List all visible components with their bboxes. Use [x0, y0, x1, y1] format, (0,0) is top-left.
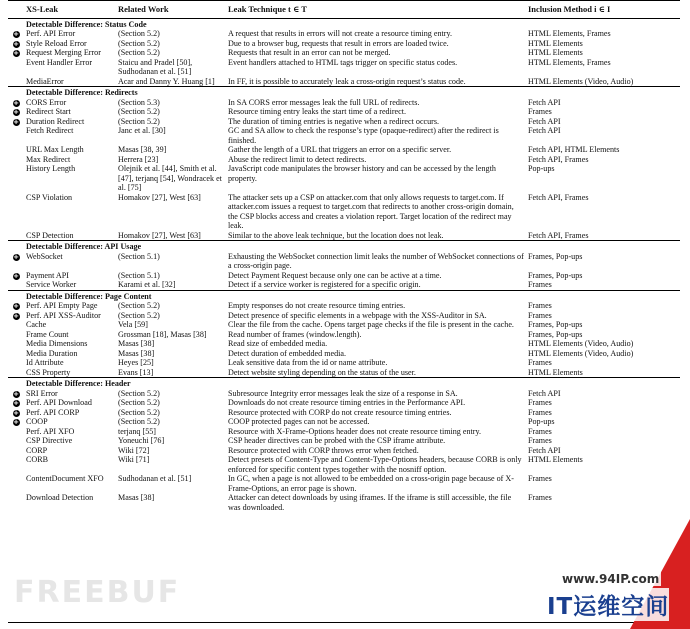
section-mark — [8, 378, 24, 389]
section-mark — [8, 87, 24, 98]
leak-technique-cell: Event handlers attached to HTML tags trigger on specific status codes. — [228, 57, 458, 67]
related-work-cell: (Section 5.2) — [118, 48, 160, 57]
related-work-cell: Wiki [72] — [118, 445, 150, 455]
inclusion-method-cell: Fetch API — [528, 116, 561, 126]
new-leak-mark-cell — [8, 417, 24, 427]
new-leak-mark-cell — [8, 271, 24, 281]
leak-technique-cell: JavaScript code manipulates the browser history and can be accessed by the length property. — [228, 164, 496, 183]
new-leak-mark-cell — [8, 446, 24, 456]
section-title: Detectable Difference: Redirects — [24, 87, 680, 98]
leak-technique-cell: Read number of frames (window.length). — [228, 329, 362, 339]
plus-circle-icon: + — [13, 252, 19, 261]
inclusion-method-cell: Fetch API, Frames — [528, 154, 589, 164]
new-leak-mark-cell — [8, 474, 24, 493]
new-leak-mark-cell — [8, 39, 24, 49]
inclusion-method-cell: Frames, Pop-ups — [528, 251, 583, 261]
inclusion-method-cell: Fetch API — [528, 388, 561, 398]
related-work-cell: (Section 5.1) — [118, 251, 160, 261]
related-work-cell: Masas [38, 39] — [118, 145, 167, 154]
leak-technique-cell: Exhausting the WebSocket connection limit leaks the number of WebSocket connections of a cross-origin page. — [228, 251, 524, 270]
bottom-rule — [8, 622, 680, 623]
leak-name-cell: Cache — [26, 320, 47, 329]
table-row — [8, 117, 680, 127]
new-leak-mark-cell — [8, 164, 24, 193]
leak-technique-cell: Read size of embedded media. — [228, 339, 328, 348]
leak-name-cell: Frame Count — [26, 329, 69, 339]
inclusion-method-cell: HTML Elements — [528, 455, 583, 464]
leak-name-cell: Request Merging Error — [26, 48, 101, 57]
related-work-cell: (Section 5.2) — [118, 301, 160, 310]
table-row — [8, 252, 680, 271]
related-work-cell: Staicu and Pradel [50], Sudhodanan et al. [51] — [118, 57, 193, 76]
new-leak-mark-cell — [8, 77, 24, 87]
leak-name-cell: CORS Error — [26, 97, 67, 107]
leak-name-cell: ContentDocument XFO — [26, 474, 104, 483]
table-row — [8, 417, 680, 427]
new-leak-mark-cell — [8, 320, 24, 330]
section-title: Detectable Difference: Page Content — [24, 290, 680, 301]
plus-circle-icon: + — [13, 408, 19, 417]
leak-name-cell: Id Attribute — [26, 358, 64, 367]
plus-circle-icon: + — [13, 98, 19, 107]
leak-technique-cell: Empty responses do not create resource timing entries. — [228, 301, 406, 310]
leak-technique-cell: Downloads do not create resource timing entries in the Performance API. — [228, 398, 466, 407]
plus-circle-icon: + — [13, 30, 19, 38]
table-row — [8, 398, 680, 408]
leak-name-cell: CORP — [26, 445, 48, 455]
new-leak-mark-cell — [8, 301, 24, 311]
related-work-cell: (Section 5.2) — [118, 388, 160, 398]
section-header — [8, 87, 680, 98]
new-leak-mark-cell — [8, 231, 24, 241]
plus-circle-icon: + — [13, 311, 19, 320]
related-work-cell: Masas [38] — [118, 493, 155, 502]
related-work-cell: Wiki [71] — [118, 455, 150, 464]
related-work-cell: (Section 5.2) — [118, 310, 160, 320]
new-leak-mark-cell — [8, 455, 24, 474]
related-work-cell: Acar and Danny Y. Huang [1] — [118, 76, 215, 86]
table-row — [8, 29, 680, 39]
leak-technique-cell: Abuse the redirect limit to detect redirects. — [228, 154, 367, 164]
section-title: Detectable Difference: API Usage — [24, 241, 680, 252]
related-work-cell: (Section 5.2) — [118, 38, 160, 48]
new-leak-mark-cell — [8, 427, 24, 437]
leak-technique-cell: Leak sensitive data from the id or name attribute. — [228, 358, 388, 367]
inclusion-method-cell: Frames — [528, 107, 552, 116]
leak-technique-cell: In GC, when a page is not allowed to be embedded on a cross-origin page because of X-Frame-Options, an error page is shown. — [228, 474, 514, 493]
leak-technique-cell: Detect website styling depending on the status of the user. — [228, 367, 416, 377]
inclusion-method-cell: Frames — [528, 426, 552, 436]
related-work-cell: (Section 5.2) — [118, 398, 160, 407]
related-work-cell: Homakov [27], West [63] — [118, 192, 201, 202]
section-title: Detectable Difference: Header — [24, 378, 680, 389]
inclusion-method-cell: Frames — [528, 398, 552, 407]
inclusion-method-cell: Frames — [528, 280, 552, 289]
related-work-cell: (Section 5.3) — [118, 97, 160, 107]
leak-technique-cell: Resource with X-Frame-Options header does not create resource timing entry. — [228, 426, 481, 436]
leak-technique-cell: Requests that result in an error can not be merged. — [228, 48, 391, 57]
inclusion-method-cell: HTML Elements (Video, Audio) — [528, 348, 634, 358]
leak-name-cell: Fetch Redirect — [26, 126, 74, 135]
new-leak-mark-cell — [8, 408, 24, 418]
leak-technique-cell: GC and SA allow to check the response’s type (opaque-redirect) after the redirect is finished. — [228, 126, 499, 145]
leak-name-cell: MediaError — [26, 76, 64, 86]
related-work-cell: (Section 5.2) — [118, 407, 160, 417]
related-work-cell: terjanq [55] — [118, 426, 156, 436]
inclusion-method-cell: Fetch API — [528, 97, 561, 107]
section-header — [8, 18, 680, 29]
new-leak-mark-cell — [8, 145, 24, 155]
related-work-cell: (Section 5.2) — [118, 417, 160, 426]
plus-circle-icon: + — [13, 39, 19, 48]
leak-name-cell: Payment API — [26, 270, 69, 280]
table-row — [8, 474, 680, 493]
table-row — [8, 231, 680, 241]
new-leak-mark-cell — [8, 98, 24, 108]
leak-technique-cell: CSP header directives can be probed with the CSP iframe attribute. — [228, 436, 446, 445]
leak-name-cell: SRI Error — [26, 388, 58, 398]
leak-technique-cell: Detect Payment Request because only one can be active at a time. — [228, 270, 442, 280]
leak-name-cell: CSP Directive — [26, 436, 73, 445]
new-leak-mark-cell — [8, 311, 24, 321]
leak-name-cell: Download Detection — [26, 493, 94, 502]
section-mark — [8, 290, 24, 301]
new-leak-mark-cell — [8, 107, 24, 117]
table-row — [8, 320, 680, 330]
new-leak-mark-cell — [8, 117, 24, 127]
leak-name-cell: Media Dimensions — [26, 339, 88, 348]
inclusion-method-cell: Fetch API — [528, 126, 561, 135]
table-row — [8, 446, 680, 456]
new-leak-mark-cell — [8, 436, 24, 446]
table-row — [8, 301, 680, 311]
inclusion-method-cell: Pop-ups — [528, 164, 555, 173]
table-row — [8, 193, 680, 231]
leak-name-cell: Media Duration — [26, 348, 78, 358]
related-work-cell: Sudhodanan et al. [51] — [118, 474, 192, 483]
leak-technique-cell: In SA CORS error messages leak the full URL of redirects. — [228, 97, 420, 107]
table-header-row — [8, 1, 680, 19]
related-work-cell: Yoneuchi [76] — [118, 436, 165, 445]
section-title: Detectable Difference: Status Code — [24, 18, 680, 29]
inclusion-method-cell: HTML Elements (Video, Audio) — [528, 339, 634, 348]
inclusion-method-cell: Frames — [528, 407, 552, 417]
leak-name-cell: Redirect Start — [26, 107, 71, 116]
watermark-freebuf: FREEBUF — [14, 575, 181, 610]
section-header — [8, 241, 680, 252]
new-leak-mark-cell — [8, 126, 24, 145]
new-leak-mark-cell — [8, 358, 24, 368]
new-leak-mark-cell — [8, 48, 24, 58]
plus-circle-icon: + — [13, 389, 19, 398]
leak-name-cell: Perf. API XSS-Auditor — [26, 310, 101, 320]
leak-name-cell: CSP Detection — [26, 230, 74, 240]
plus-circle-icon: + — [13, 399, 19, 407]
leak-technique-cell: A request that results in errors will not create a resource timing entry. — [228, 29, 453, 38]
inclusion-method-cell: HTML Elements — [528, 48, 583, 57]
leak-technique-cell: COOP protected pages can not be accessed. — [228, 417, 370, 426]
new-leak-mark-cell — [8, 389, 24, 399]
related-work-cell: (Section 5.2) — [118, 107, 160, 116]
leak-technique-cell: In FF, it is possible to accurately leak a cross-origin request’s status code. — [228, 76, 466, 86]
section-mark — [8, 241, 24, 252]
inclusion-method-cell: Frames, Pop-ups — [528, 320, 583, 329]
new-leak-mark-cell — [8, 155, 24, 165]
leak-technique-cell: Resource protected with CORP do not create resource timing entries. — [228, 407, 452, 417]
table-row — [8, 493, 680, 512]
table-row — [8, 330, 680, 340]
plus-circle-icon: + — [13, 117, 19, 126]
leak-name-cell: CSS Property — [26, 367, 71, 377]
inclusion-method-cell: Frames, Pop-ups — [528, 270, 583, 280]
leak-name-cell: WebSocket — [26, 251, 63, 261]
new-leak-mark-cell — [8, 252, 24, 271]
table-row — [8, 349, 680, 359]
inclusion-method-cell: Frames, Pop-ups — [528, 329, 583, 339]
leak-technique-cell: The attacker sets up a CSP on attacker.com that only allows requests to target.com. If attacker.com issues a request to target.com that redirects to another cross-origin domain, the CSP blocks access and creates a violation report. Target location of the redirect may leak. — [228, 192, 514, 230]
related-work-cell: (Section 5.2) — [118, 116, 160, 126]
leak-technique-cell: Similar to the above leak technique, but the location does not leak. — [228, 230, 444, 240]
inclusion-method-cell: Frames — [528, 358, 552, 367]
header-mark — [8, 1, 24, 19]
section-header — [8, 378, 680, 389]
leak-name-cell: URL Max Length — [26, 145, 84, 154]
leak-name-cell: Max Redirect — [26, 154, 71, 164]
table-row — [8, 358, 680, 368]
new-leak-mark-cell — [8, 493, 24, 512]
plus-circle-icon: + — [13, 108, 19, 116]
new-leak-mark-cell — [8, 349, 24, 359]
leak-technique-cell: The duration of timing entries is negative when a redirect occurs. — [228, 116, 440, 126]
leak-name-cell: Event Handler Error — [26, 57, 93, 67]
leak-technique-cell: Due to a browser bug, requests that result in errors are loaded twice. — [228, 38, 449, 48]
inclusion-method-cell: HTML Elements (Video, Audio) — [528, 76, 634, 86]
related-work-cell: Karami et al. [32] — [118, 280, 176, 289]
table-row — [8, 107, 680, 117]
leak-technique-cell: Attacker can detect downloads by using iframes. If the iframe is still accessible, the file was downloaded. — [228, 493, 512, 512]
leak-name-cell: Perf. API Download — [26, 398, 92, 407]
table-row — [8, 271, 680, 281]
plus-circle-icon: + — [13, 302, 19, 310]
table-row — [8, 48, 680, 58]
leak-technique-cell: Subresource Integrity error messages leak the size of a response in SA. — [228, 388, 458, 398]
table-row — [8, 58, 680, 77]
related-work-cell: Masas [38] — [118, 348, 155, 358]
table-row — [8, 427, 680, 437]
new-leak-mark-cell — [8, 339, 24, 349]
leak-name-cell: History Length — [26, 164, 76, 173]
inclusion-method-cell: Frames — [528, 436, 552, 445]
table-row — [8, 408, 680, 418]
inclusion-method-cell: HTML Elements — [528, 367, 583, 377]
leak-technique-cell: Clear the file from the cache. Opens target page checks if the file is present in the cache. — [228, 320, 514, 329]
related-work-cell: Grossman [18], Masas [38] — [118, 329, 207, 339]
leak-technique-cell: Resource protected with CORP throws error when fetched. — [228, 445, 419, 455]
related-work-cell: (Section 5.1) — [118, 270, 160, 280]
related-work-cell: Heyes [25] — [118, 358, 154, 367]
leak-technique-cell: Resource timing entry leaks the start time of a redirect. — [228, 107, 406, 116]
related-work-cell: Masas [38] — [118, 339, 155, 348]
header-leak-technique: Leak Technique t ∈ T — [226, 1, 526, 19]
table-row — [8, 145, 680, 155]
related-work-cell: Janc et al. [30] — [118, 126, 166, 135]
inclusion-method-cell: Fetch API, Frames — [528, 192, 589, 202]
leak-name-cell: CSP Violation — [26, 192, 73, 202]
new-leak-mark-cell — [8, 368, 24, 378]
new-leak-mark-cell — [8, 398, 24, 408]
leak-name-cell: Perf. API CORP — [26, 407, 80, 417]
table-row — [8, 39, 680, 49]
related-work-cell: Olejnik et al. [44], Smith et al. [47], terjanq [54], Wondracek et al. [75] — [118, 164, 222, 192]
leak-technique-cell: Detect presets of Content-Type and Content-Type-Options headers, because CORB is only enforced for specific content types together with the nosniff option. — [228, 455, 522, 474]
table-row — [8, 389, 680, 399]
new-leak-mark-cell — [8, 58, 24, 77]
leak-name-cell: Perf. API XFO — [26, 426, 75, 436]
section-header — [8, 290, 680, 301]
plus-circle-icon: + — [13, 49, 19, 57]
table-row — [8, 311, 680, 321]
related-work-cell: (Section 5.2) — [118, 29, 160, 38]
inclusion-method-cell: Frames — [528, 493, 552, 502]
table-row — [8, 164, 680, 193]
xs-leak-table — [8, 0, 680, 512]
inclusion-method-cell: Frames — [528, 301, 552, 310]
new-leak-mark-cell — [8, 29, 24, 39]
section-mark — [8, 18, 24, 29]
leak-name-cell: Duration Redirect — [26, 116, 85, 126]
table-row — [8, 77, 680, 87]
inclusion-method-cell: Pop-ups — [528, 417, 555, 426]
table-row — [8, 455, 680, 474]
table-row — [8, 155, 680, 165]
header-xs-leak: XS-Leak — [24, 1, 116, 19]
inclusion-method-cell: Fetch API, Frames — [528, 230, 589, 240]
leak-name-cell: Perf. API Error — [26, 29, 76, 38]
table-row — [8, 368, 680, 378]
inclusion-method-cell: HTML Elements, Frames — [528, 29, 611, 38]
leak-name-cell: Perf. API Empty Page — [26, 301, 98, 310]
related-work-cell: Homakov [27], West [63] — [118, 230, 201, 240]
leak-technique-cell: Detect if a service worker is registered for a specific origin. — [228, 280, 421, 289]
new-leak-mark-cell — [8, 193, 24, 231]
leak-name-cell: Service Worker — [26, 280, 77, 289]
table-row — [8, 280, 680, 290]
plus-circle-icon: + — [13, 418, 19, 426]
related-work-cell: Vela [59] — [118, 320, 148, 329]
leak-technique-cell: Detect presence of specific elements in a webpage with the XSS-Auditor in SA. — [228, 310, 487, 320]
leak-technique-cell: Detect duration of embedded media. — [228, 348, 346, 358]
leak-name-cell: Style Reload Error — [26, 38, 87, 48]
inclusion-method-cell: Fetch API — [528, 445, 561, 455]
watermark-brand: IT运维空间 — [547, 588, 669, 621]
leak-technique-cell: Gather the length of a URL that triggers an error on a specific server. — [228, 145, 452, 154]
related-work-cell: Evans [13] — [118, 367, 154, 377]
inclusion-method-cell: Frames — [528, 474, 552, 483]
table-row — [8, 126, 680, 145]
new-leak-mark-cell — [8, 280, 24, 290]
table-row — [8, 98, 680, 108]
leak-name-cell: CORB — [26, 455, 49, 464]
inclusion-method-cell: Fetch API, HTML Elements — [528, 145, 620, 154]
table-row — [8, 436, 680, 446]
leak-name-cell: COOP — [26, 417, 48, 426]
plus-circle-icon: + — [13, 271, 19, 280]
watermark-url: www.94IP.com — [562, 572, 660, 586]
inclusion-method-cell: HTML Elements — [528, 38, 583, 48]
new-leak-mark-cell — [8, 330, 24, 340]
inclusion-method-cell: HTML Elements, Frames — [528, 57, 611, 67]
header-inclusion-method: Inclusion Method i ∈ I — [526, 1, 680, 19]
inclusion-method-cell: Frames — [528, 310, 552, 320]
table-row — [8, 339, 680, 349]
header-related-work: Related Work — [116, 1, 226, 19]
related-work-cell: Herrera [23] — [118, 154, 159, 164]
